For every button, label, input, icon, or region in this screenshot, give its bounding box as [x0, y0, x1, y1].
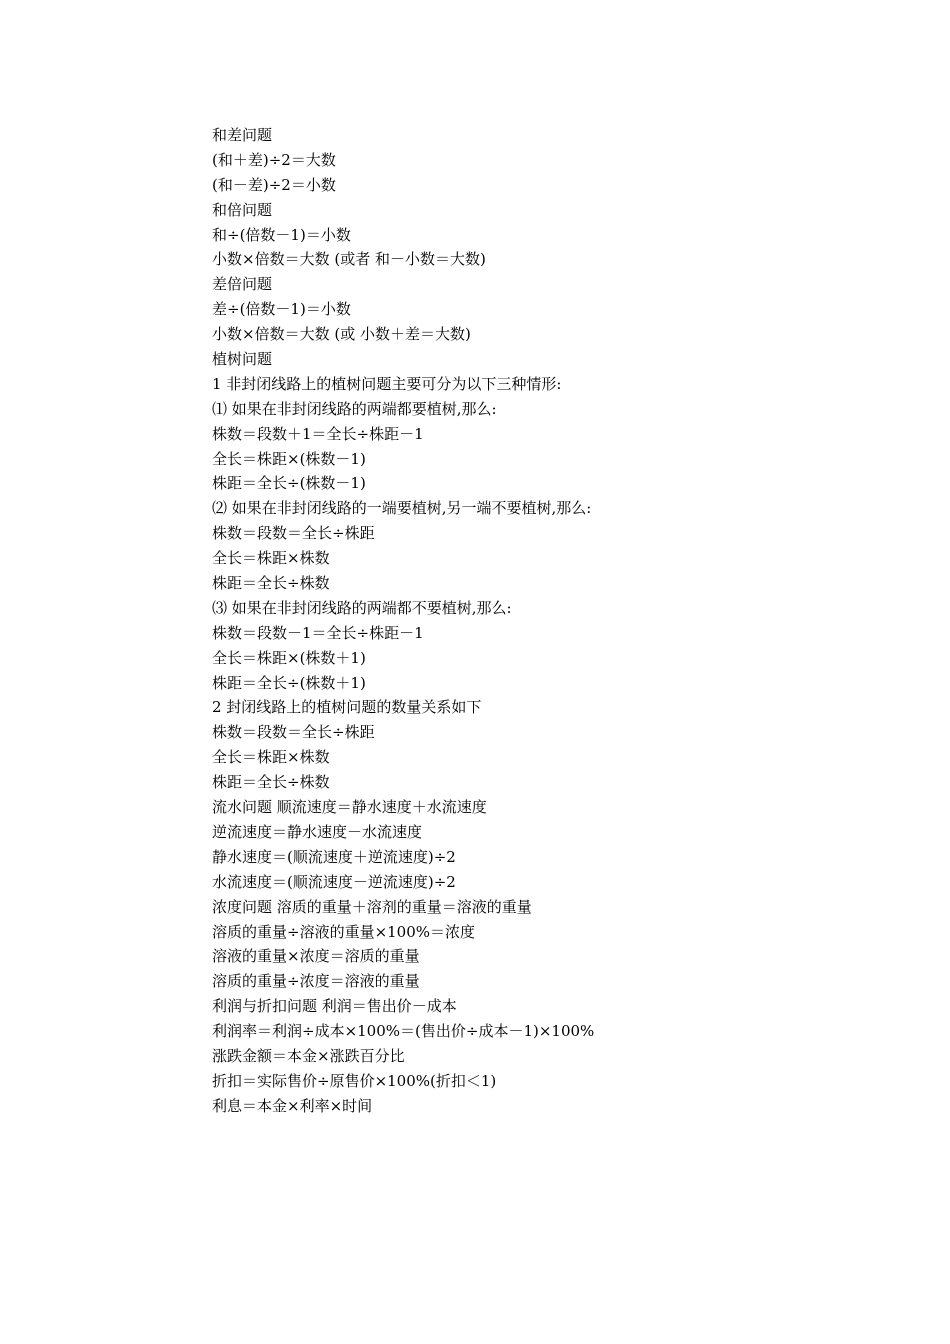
- formula-line: 小数×倍数＝大数 (或者 和－小数＝大数): [212, 250, 486, 269]
- section-heading-concentration: 浓度问题 溶质的重量＋溶剂的重量＝溶液的重量: [212, 897, 532, 916]
- formula-line: 逆流速度＝静水速度－水流速度: [212, 822, 423, 841]
- text-line: ⑴ 如果在非封闭线路的两端都要植树,那么:: [212, 399, 497, 418]
- formula-line: 株数＝段数＝全长÷株距: [212, 524, 375, 543]
- formula-line: 溶质的重量÷溶液的重量×100%＝浓度: [212, 922, 476, 941]
- formula-line: 涨跌金额＝本金×涨跌百分比: [212, 1046, 405, 1065]
- formula-line: 株距＝全长÷株数: [212, 773, 330, 792]
- formula-line: 株数＝段数－1＝全长÷株距－1: [212, 623, 424, 642]
- formula-line: 和÷(倍数－1)＝小数: [212, 225, 351, 244]
- formula-line: 水流速度＝(顺流速度－逆流速度)÷2: [212, 872, 456, 891]
- formula-line: 株距＝全长÷(株数＋1): [212, 673, 366, 692]
- formula-line: 溶液的重量×浓度＝溶质的重量: [212, 947, 420, 966]
- text-line: 1 非封闭线路上的植树问题主要可分为以下三种情形:: [212, 374, 562, 393]
- section-heading-sum-multiple: 和倍问题: [212, 200, 273, 219]
- formula-line: 全长＝株距×株数: [212, 748, 330, 767]
- section-heading-profit-discount: 利润与折扣问题 利润＝售出价－成本: [212, 997, 457, 1016]
- formula-line: 小数×倍数＝大数 (或 小数＋差＝大数): [212, 325, 471, 344]
- formula-line: 全长＝株距×(株数＋1): [212, 648, 366, 667]
- formula-line: 差÷(倍数－1)＝小数: [212, 300, 351, 319]
- text-line: ⑵ 如果在非封闭线路的一端要植树,另一端不要植树,那么:: [212, 499, 592, 518]
- formula-line: 株距＝全长÷株数: [212, 574, 330, 593]
- section-heading-difference-multiple: 差倍问题: [212, 275, 273, 294]
- formula-line: (和＋差)÷2＝大数: [212, 150, 336, 169]
- text-line: ⑶ 如果在非封闭线路的两端都不要植树,那么:: [212, 598, 512, 617]
- formula-line: 折扣＝实际售价÷原售价×100%(折扣＜1): [212, 1071, 497, 1090]
- formula-line: 全长＝株距×(株数－1): [212, 449, 366, 468]
- formula-line: 株距＝全长÷(株数－1): [212, 474, 366, 493]
- text-line: 2 封闭线路上的植树问题的数量关系如下: [212, 698, 482, 717]
- formula-line: 溶质的重量÷浓度＝溶液的重量: [212, 972, 420, 991]
- section-heading-tree-planting: 植树问题: [212, 350, 273, 369]
- formula-line: 利润率＝利润÷成本×100%＝(售出价÷成本－1)×100%: [212, 1022, 595, 1041]
- formula-line: 株数＝段数＝全长÷株距: [212, 723, 375, 742]
- formula-line: 株数＝段数＋1＝全长÷株距－1: [212, 424, 424, 443]
- formula-line: 利息＝本金×利率×时间: [212, 1096, 373, 1115]
- formula-line: 全长＝株距×株数: [212, 549, 330, 568]
- document-body: [212, 123, 852, 1119]
- formula-line: 静水速度＝(顺流速度＋逆流速度)÷2: [212, 847, 456, 866]
- section-heading-sum-difference: 和差问题: [212, 126, 273, 144]
- section-heading-stream: 流水问题 顺流速度＝静水速度＋水流速度: [212, 798, 487, 817]
- formula-line: (和－差)÷2＝小数: [212, 175, 336, 194]
